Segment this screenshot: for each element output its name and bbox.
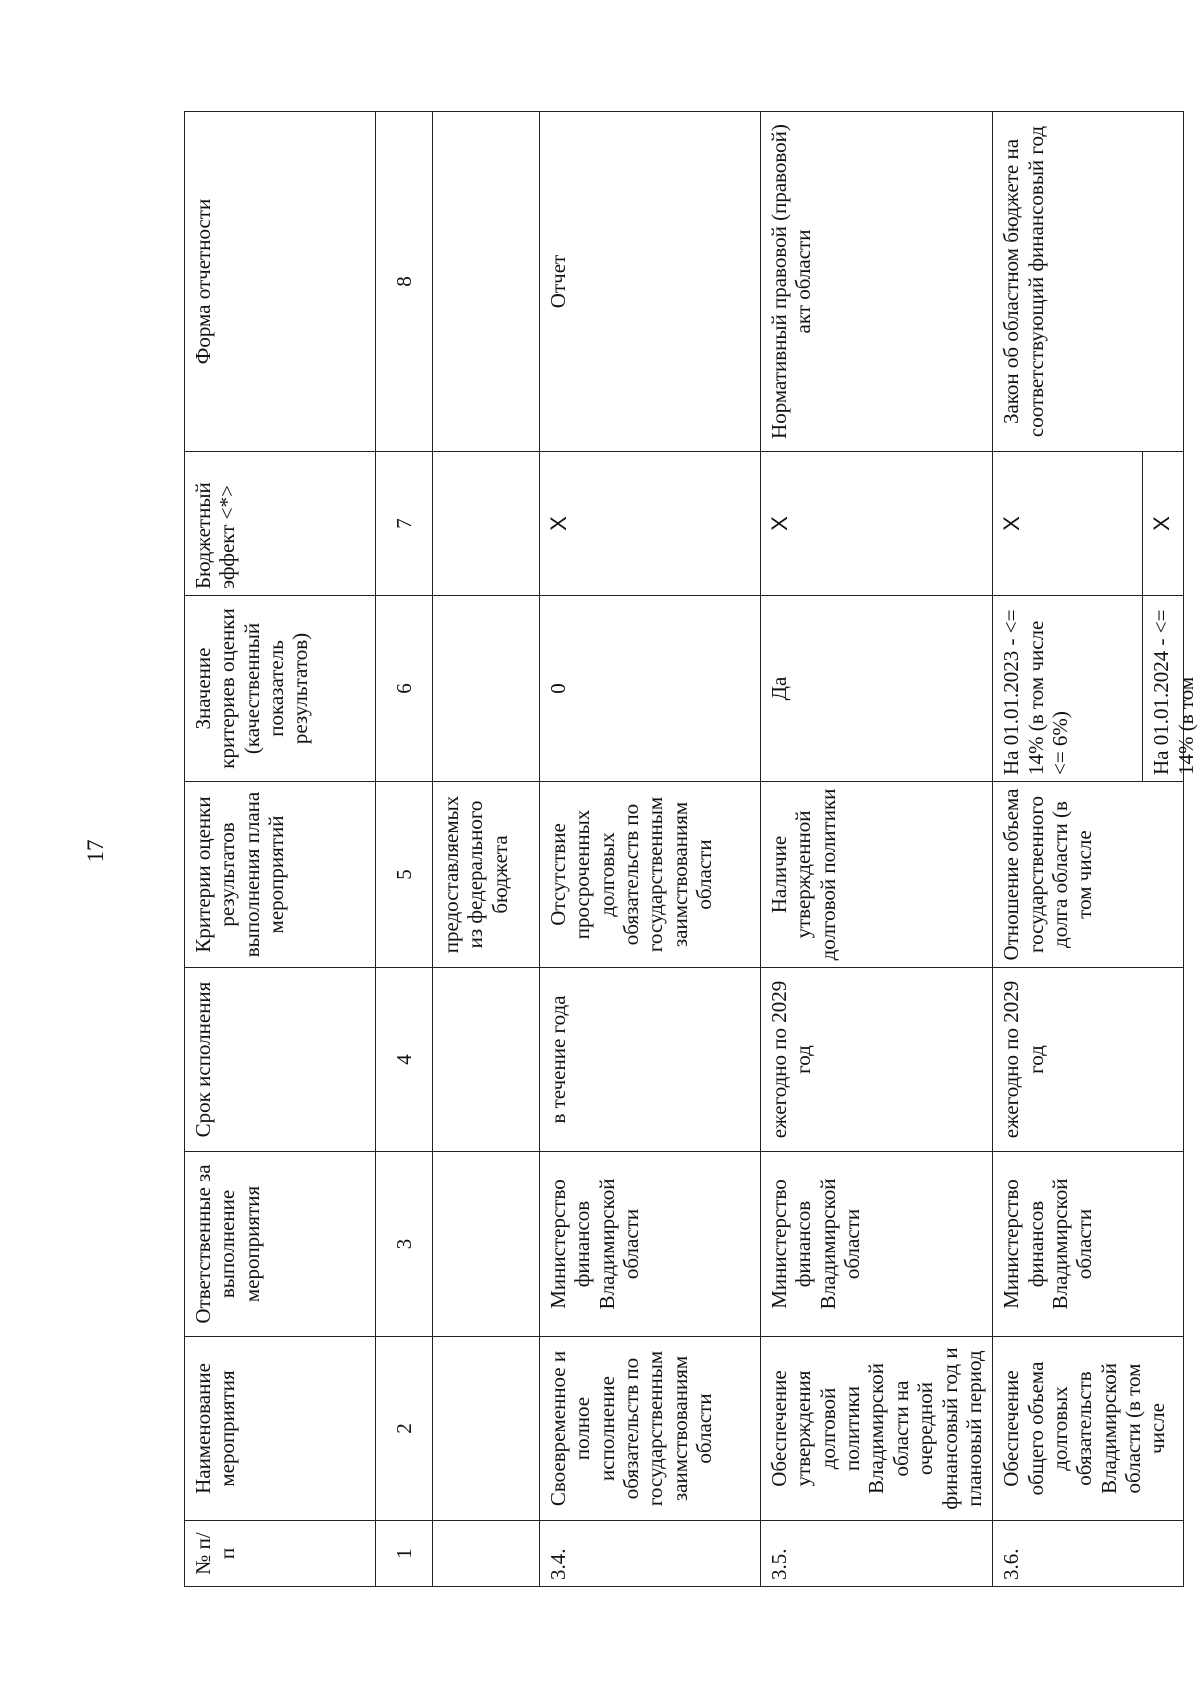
row-value-1: На 01.01.2023 - <= 14% (в том числе <= 6%) (993, 596, 1143, 781)
column-number: 3 (376, 1152, 433, 1337)
row-deadline: в течение года (540, 968, 761, 1152)
row-number: 3.5. (761, 1521, 993, 1587)
table-cell (433, 1337, 540, 1521)
header-effect: Бюджетный эффект <*> (185, 452, 376, 596)
header-criteria: Критерии оценки результатов выполнения плана мероприятий (185, 782, 376, 968)
table-cell (433, 452, 540, 596)
table-cell (433, 1152, 540, 1337)
row-value: 0 (540, 596, 761, 782)
column-number-row (376, 112, 433, 1587)
table-cell (433, 112, 540, 452)
row-name: Своевременное и полное исполнение обязательств по государственным заимствованиям области (540, 1337, 761, 1521)
row-effect-2: X (1149, 516, 1175, 531)
column-number: 1 (376, 1521, 433, 1587)
header-responsible: Ответственные за выполнение мероприятия (185, 1152, 376, 1337)
column-number: 6 (376, 596, 433, 782)
header-report: Форма отчетности (185, 112, 376, 452)
row-responsible: Министерство финансов Владимирской области (540, 1152, 761, 1337)
rotated-table-container (184, 112, 1198, 1587)
header-name: Наименование мероприятия (185, 1337, 376, 1521)
row-responsible: Министерство финансов Владимирской области (761, 1152, 993, 1337)
action-plan-table (184, 111, 1198, 1587)
table-row (540, 112, 761, 1587)
column-number: 4 (376, 968, 433, 1152)
column-number: 2 (376, 1337, 433, 1521)
criteria-continuation: предоставляемых из федерального бюджета (433, 782, 540, 968)
table-cell (433, 968, 540, 1152)
continuation-row (433, 112, 540, 1587)
row-responsible: Министерство финансов Владимирской области (993, 1152, 1184, 1337)
row-name: Обеспечение общего объема долговых обязательств Владимирской области (в том числе (993, 1337, 1184, 1521)
column-number: 7 (376, 452, 433, 596)
table-row (993, 112, 1184, 1587)
table-row (761, 112, 993, 1587)
row-value-split (993, 596, 1198, 782)
row-criteria: Наличие утвержденной долговой политики (761, 782, 993, 968)
row-deadline: ежегодно по 2029 год (993, 968, 1184, 1152)
row-effect: X (540, 452, 761, 596)
table-cell (433, 1521, 540, 1587)
row-report: Отчет (540, 112, 761, 452)
page-number: 17 (83, 839, 108, 863)
row-criteria: Отсутствие просроченных долговых обязательств по государственным заимствованиям области (540, 782, 761, 968)
row-value-2: На 01.01.2024 - <= 14% (в том (1149, 609, 1198, 775)
table-cell (433, 596, 540, 782)
row-effect-1: X (993, 452, 1143, 595)
row-number: 3.4. (540, 1521, 761, 1587)
row-report: Закон об областном бюджете на соответствующий финансовый год (993, 112, 1184, 452)
table-frame (184, 112, 1198, 1587)
row-criteria: Отношение объема государственного долга области (в том числе (993, 782, 1184, 968)
row-name: Обеспечение утверждения долговой политики Владимирской области на очередной финансовый год и плановый период (761, 1337, 993, 1521)
header-num: № п/п (185, 1521, 376, 1587)
row-effect-split (993, 452, 1184, 596)
row-deadline: ежегодно по 2029 год (761, 968, 993, 1152)
header-deadline: Срок исполнения (185, 968, 376, 1152)
row-effect: X (761, 452, 993, 596)
row-number: 3.6. (993, 1521, 1184, 1587)
row-report: Нормативный правовой (правовой) акт области (761, 112, 993, 452)
column-number: 8 (376, 112, 433, 452)
row-value: Да (761, 596, 993, 782)
header-row (185, 112, 376, 1587)
column-number: 5 (376, 782, 433, 968)
header-value: Значение критериев оценки (качественный показатель результатов) (185, 596, 376, 782)
